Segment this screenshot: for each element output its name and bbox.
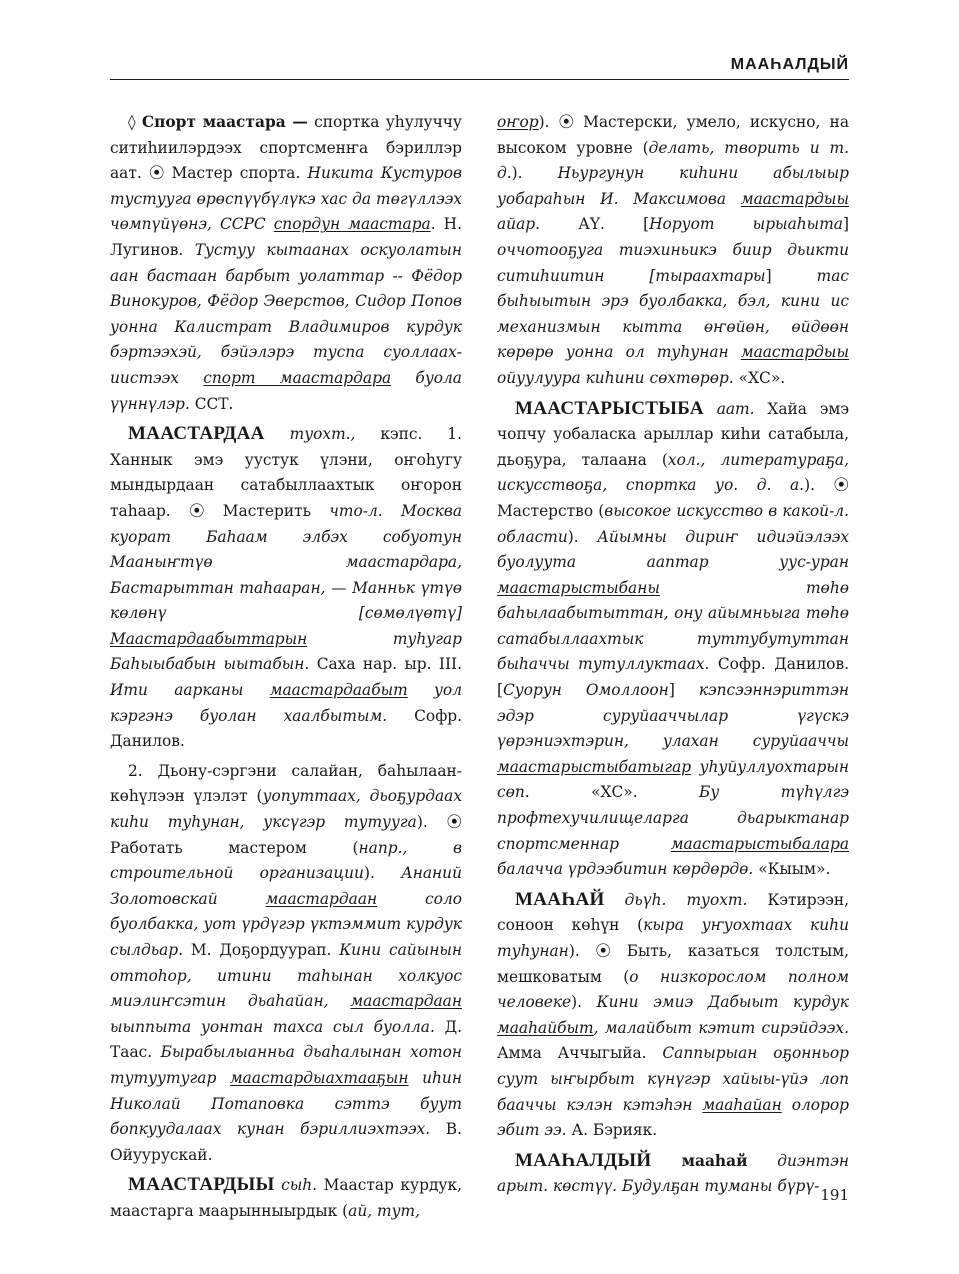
definition-text: ). (363, 864, 402, 883)
source-text: ] (842, 215, 849, 234)
russian-equivalent: ⦿ Мастерски, умело, искусно, на высоком уровне ( (497, 113, 849, 157)
usage-note: уопуттаах, дьоҕурдаах киһи туһунан, уксүгэр тутууга (110, 787, 463, 832)
example-keyword: спорт маастардара (203, 368, 392, 387)
source-text: . Н. Лугинов. (110, 215, 462, 259)
source-text: ] (668, 681, 699, 700)
spacer (383, 502, 401, 520)
definition-text: ). (416, 813, 447, 832)
example-keyword: маастарыстыбаны (497, 578, 660, 597)
example-text: Саппырыан оҕонньор суут ыҥырбыт күнүгэр хайыы-үйэ лоп бааччы кэлэн кэтэһэн (497, 1044, 850, 1114)
example-keyword: маастарыстыбатыгар (497, 757, 692, 776)
example-keyword: маастарыстыбалара (670, 834, 849, 853)
entry-maastardaa (110, 421, 462, 755)
example-text: иһин Николай Потаповка сэттэ буут бопкуудалаах кунан бэриллиэхтээх. (110, 1068, 462, 1139)
source-text: Софр. Данилов. (110, 706, 462, 751)
grammar-label: диэнтэн арыт. көстүү. (497, 1151, 850, 1196)
entry-maastardyy-continued (497, 110, 849, 392)
running-head: МААҺАЛДЫЙ (730, 56, 849, 73)
headword: МААСТАРДАА (128, 423, 265, 445)
source-text: «ХС». (738, 368, 786, 387)
definition-text: ). (538, 113, 559, 131)
example-text: тыраахтары (655, 266, 766, 285)
left-column (110, 110, 462, 1229)
russian-equivalent: ⦿ Мастерство ( (497, 476, 849, 520)
source-text: А. Бэрияк. (571, 1121, 658, 1140)
source-text: Д. Таас. (110, 1017, 462, 1062)
example-text: соло буолбакка, уот үрдүгэр үктэммит курдук сылдьар. (110, 889, 463, 959)
usage-note: ай, тут, (348, 1201, 421, 1220)
usage-note: хол., литератураҕа, искусствоҕа, спортка уо. д. а. (497, 450, 849, 495)
example-keyword: маастардыы (740, 343, 849, 362)
example-text: Бу түһүлгэ профтехучилищеларга дьарыктанар спортсменнар (497, 783, 849, 853)
cross-reference: мааһай (651, 1151, 748, 1170)
example-text: ойуулуура киһини сөхтөрөр. (497, 368, 739, 387)
example-text: балачча үрдээбитин көрдөрдө. (497, 860, 759, 879)
grammar-label: аат. (703, 399, 768, 418)
example-text: Бырабылыанньа дьаһалынан хотон тутуутугар (110, 1043, 462, 1087)
definition-text: спортка уһулуччу ситиһиилэрдээх спортсменҥа бэриллэр аат. (110, 113, 462, 183)
example-text: Будулҕан туманы бүрү- (621, 1177, 820, 1196)
grammar-label: дьүһ. туохт. (604, 890, 768, 909)
headword: МААҺАЛДЫЙ (515, 1149, 652, 1171)
sub-headword: Спорт маастара — (141, 113, 308, 131)
example-text: Москва куорат Баһаам элбэх собуотун Мааныҥтүө маастардара, Бастарыттан таһааран, — Манньк үтүө көлөнү [сөмөлүөтү] (110, 501, 463, 623)
russian-note: высокое искусство в какой-л. области (497, 501, 849, 546)
russian-equivalent: ⦿ Быть, казаться толстым, мешковатым ( (497, 942, 849, 986)
source-text: АҮ. [ (578, 215, 650, 234)
example-text: айар. (497, 215, 579, 234)
headword: МААСТАРДЫЫ (128, 1174, 275, 1196)
example-keyword: маастардыы (740, 189, 849, 208)
example-text: Суорун Омоллоон (503, 681, 669, 700)
example-keyword: мааһайбыт (497, 1018, 594, 1037)
source-text: «Кыым». (758, 860, 831, 879)
example-text: уол кэргэнэ буолан хаалбытым. (110, 681, 462, 725)
example-text: Норуот ырыаһыта (649, 215, 843, 234)
entry-maastardaa-sense-2 (110, 759, 462, 1169)
definition-text: ). (567, 527, 598, 546)
example-text: , малайбыт кэтит сирэйдээх. (593, 1018, 849, 1037)
example-keyword: маастардаабыт (269, 681, 408, 700)
example-keyword: маастардаан (350, 992, 462, 1011)
example-text: буола үүннүлэр. (110, 368, 462, 413)
source-text: М. Доҕордуурап. (190, 941, 340, 959)
diamond-icon: ◊ (128, 113, 142, 131)
definition-text: ). (568, 942, 596, 960)
example-text: олорор эбит ээ. (497, 1095, 849, 1140)
example-text: туһугар Баһыыбабын ыытабын. (110, 629, 462, 674)
right-column (497, 110, 849, 1204)
headword: МААҺАЙ (515, 888, 605, 910)
grammar-label: сыһ. (274, 1176, 324, 1195)
header-rule (110, 79, 849, 80)
example-text: Кини сайынын оттоһор, итини таһынан холкуос миэлиҥсэтин дьаһайан, (110, 941, 462, 1011)
example-text: Ананий Золотовскай (110, 864, 462, 908)
example-text: Айымны дириҥ идиэйэлээх буолуута ааптар уус-уран (497, 527, 850, 572)
russian-equivalent: ⦿ Мастер спорта. (148, 164, 308, 183)
example-text: Никита Кустуров тустууга өрөспүүбүлүкэ хас да төгүллээх чөмпүйүөнэ, ССРС (110, 164, 462, 234)
definition-text: Хайа эмэ чопчу уобаласка арыллар киһи сатабыла, дьоҕура, талаана ( (497, 399, 849, 469)
source-text: Софр. Данилов. [ (497, 655, 850, 700)
example-text: Тустуу кытаанах оскуолатын аан бастаан барбыт уолаттар -- Фёдор Винокуров, Фёдор Эверстов, Сидор Попов уонна Калистрат Владимиров курдук бэртээхэй, бэйэлэрэ туспа суоллаах-иистээх (110, 240, 462, 387)
example-text: оччотооҕуга тиэхиньикэ биир дьикти ситиһиитин [ (497, 240, 849, 285)
definition-text: ). (571, 993, 597, 1012)
example-keyword: спордун маастара (273, 215, 431, 234)
example-keyword: мааһайан (702, 1095, 782, 1114)
example-keyword: Маастардаабыттарын (110, 629, 308, 648)
russian-equivalent: ⦿ Работать мастером ( (110, 813, 462, 857)
russian-note: делать, творить и т. д. (497, 138, 849, 183)
definition-text: ). (511, 164, 558, 183)
definition-text: Кэтирээн, соноон көһүн ( (497, 890, 849, 935)
source-text: ССТ. (194, 394, 234, 413)
example-text: тас быһыытын эрэ буолбакка, бэл, кини ис механизмын кытта өҥөйөн, өйдөөн көрөрө уонна ол туһунан (497, 266, 849, 362)
source-text: ] (765, 266, 817, 285)
definition-text: 2. Дьону-сэргэни салайан, баһылаан-көһүлээн үлэлэт ( (110, 761, 462, 806)
source-text: В. Ойуурускай. (110, 1120, 462, 1164)
russian-equivalent: ⦿ Мастерить (189, 501, 330, 520)
example-text: Кини эмиэ Дабыыт курдук (596, 993, 849, 1012)
page-number: 191 (820, 1186, 849, 1204)
russian-note: о низкорослом полном человеке (497, 967, 849, 1012)
usage-note: оҥор (497, 113, 539, 131)
russian-note: что-л. (329, 501, 383, 520)
source-text: Саха нар. ыр. III. (316, 655, 462, 674)
definition-text: ). (804, 476, 834, 495)
example-text: Ити аарканы (110, 681, 270, 700)
example-keyword: маастардаан (265, 889, 378, 908)
definition-text: кэпс. 1. Ханнык эмэ уустук үлэни, оҥоһугу мындырдаан сатабыллаахтык оҥорон таһаар. (110, 425, 462, 520)
entry-maahai (497, 887, 849, 1144)
example-text: төһө баһылаабытыттан, ону айымньыга төһө сатабыллаахтык туттубутуттан быһаччы тутуллуктаах. (497, 578, 849, 674)
usage-note: кыра уҥуохтаах киһи туһунан (497, 916, 849, 960)
grammar-label: туохт., (264, 425, 381, 444)
source-text: Амма Аччыгыйа. (497, 1044, 663, 1063)
entry-sport-maastara (110, 110, 462, 417)
example-text: уһуйуллуохтарын сөп. (497, 757, 849, 802)
example-text: Ньургунун киһини абылыыр уобараһын И. Максимова (497, 164, 849, 208)
entry-maastardyy (110, 1172, 462, 1224)
example-keyword: маастардыахтааҕын (229, 1068, 409, 1087)
russian-note: напр., в строительной организации (110, 838, 462, 883)
example-text: ыыппыта уонтан тахса сыл буолла. (110, 1017, 445, 1036)
example-text: кэпсээннэриттэн эдэр суруйааччылар үгүскэ үөрэниэхтэрин, улахан суруйааччы (497, 681, 849, 751)
source-text: «ХС». (591, 783, 700, 802)
definition-text: Маастар курдук, маастарга маарынныырдык ( (110, 1176, 462, 1220)
entry-maastarystyba (497, 396, 849, 883)
headword: МААСТАРЫСТЫБА (515, 397, 704, 419)
entry-maahaldyi (497, 1148, 849, 1200)
